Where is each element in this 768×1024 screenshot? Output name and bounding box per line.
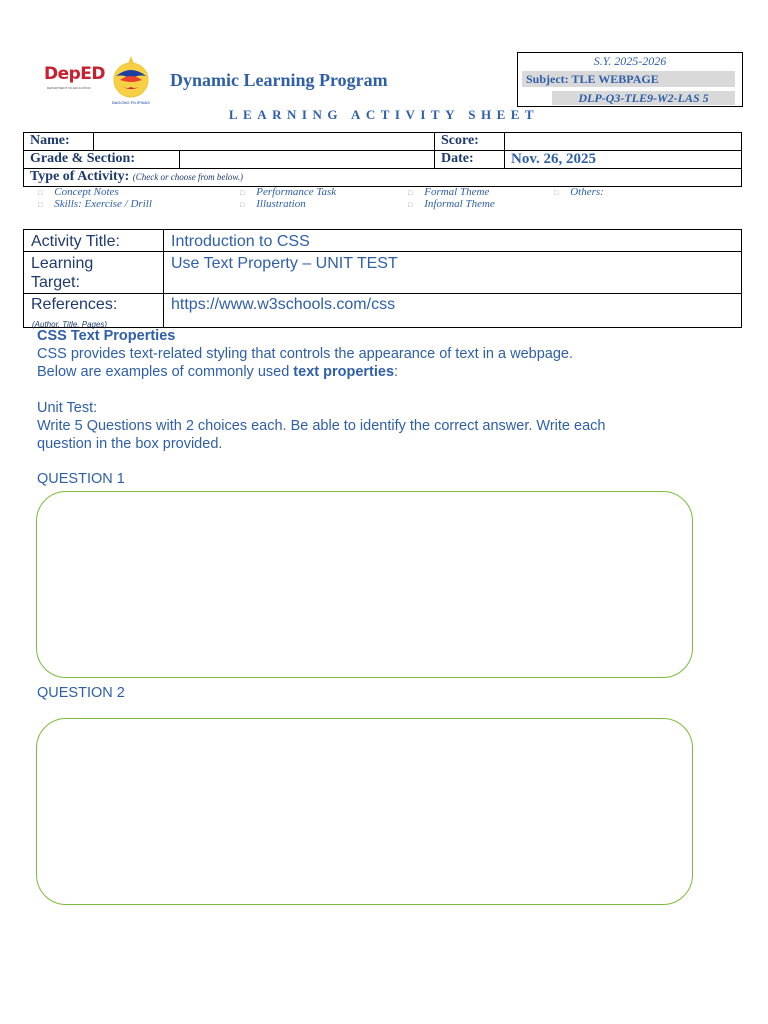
checkbox-icon[interactable]: □ xyxy=(408,201,413,209)
references-label-cell xyxy=(23,293,164,328)
subject-label: Subject: TLE WEBPAGE xyxy=(522,71,735,87)
program-title: Dynamic Learning Program xyxy=(170,70,388,90)
instructions-line1: Write 5 Questions with 2 choices each. Be able to identify the correct answer. Write each xyxy=(37,418,606,434)
sheet-title: LEARNING ACTIVITY SHEET xyxy=(228,107,540,122)
deped-logo xyxy=(44,64,106,94)
grade-section-field[interactable] xyxy=(179,150,435,169)
score-field[interactable] xyxy=(504,132,742,151)
bp-logo-text: BAGONG PILIPINAS xyxy=(112,100,150,105)
date-label: Date: xyxy=(434,150,505,169)
question-2-label: QUESTION 2 xyxy=(37,685,125,701)
score-label: Score: xyxy=(434,132,505,151)
checkbox-icon[interactable]: □ xyxy=(38,201,43,209)
activity-title-label: Activity Title: xyxy=(23,229,164,252)
activity-type-hint: (Check or choose from below.) xyxy=(132,172,244,182)
question-1-label: QUESTION 1 xyxy=(37,471,125,487)
activity-type-label: Type of Activity: xyxy=(30,169,130,184)
references-label: References: xyxy=(31,296,118,313)
text-properties-emphasis: text properties xyxy=(293,364,395,380)
content-heading: CSS Text Properties xyxy=(37,328,176,344)
option-formal-theme[interactable]: □ Formal Theme xyxy=(408,186,490,198)
references-value[interactable]: https://www.w3schools.com/css xyxy=(163,293,742,328)
name-label: Name: xyxy=(23,132,94,151)
content-paragraph-line2: Below are examples of commonly used text properties: xyxy=(37,364,399,380)
subject-info-box xyxy=(517,52,743,107)
name-field[interactable] xyxy=(93,132,435,151)
deped-logo-text: DepED xyxy=(44,64,106,84)
learning-target-label: Learning Target: xyxy=(23,251,164,294)
question-1-answer-box[interactable] xyxy=(36,491,693,678)
references-sublabel: (Author, Title, Pages) xyxy=(32,320,108,329)
school-year: S.Y. 2025-2026 xyxy=(593,54,667,68)
content-paragraph-line1: CSS provides text-related styling that controls the appearance of text in a webpage. xyxy=(37,346,574,362)
activity-title-value: Introduction to CSS xyxy=(163,229,742,252)
checkbox-icon[interactable]: □ xyxy=(240,189,245,197)
option-others[interactable]: □ Others: xyxy=(554,186,604,198)
date-field[interactable]: Nov. 26, 2025 xyxy=(504,150,742,169)
checkbox-icon[interactable]: □ xyxy=(408,189,413,197)
option-skills-exercise-drill[interactable]: □ Skills: Exercise / Drill xyxy=(38,198,152,210)
option-illustration[interactable]: □ Illustration xyxy=(240,198,306,210)
instructions-line2: question in the box provided. xyxy=(37,436,223,452)
option-informal-theme[interactable]: □ Informal Theme xyxy=(408,198,495,210)
question-2-answer-box[interactable] xyxy=(36,718,693,905)
option-concept-notes[interactable]: □ Concept Notes xyxy=(38,186,119,198)
activity-type-row xyxy=(23,168,742,187)
checkbox-icon[interactable]: □ xyxy=(240,201,245,209)
checkbox-icon[interactable]: □ xyxy=(38,189,43,197)
grade-section-label: Grade & Section: xyxy=(23,150,180,169)
lesson-code: DLP-Q3-TLE9-W2-LAS 5 xyxy=(552,91,735,105)
deped-logo-subtext: DEPARTMENT OF EDUCATION xyxy=(47,86,91,90)
unit-test-label: Unit Test: xyxy=(37,400,98,416)
checkbox-icon[interactable]: □ xyxy=(554,189,559,197)
bagong-pilipinas-logo xyxy=(106,54,156,106)
option-performance-task[interactable]: □ Performance Task xyxy=(240,186,337,198)
learning-target-value: Use Text Property – UNIT TEST xyxy=(163,251,742,294)
